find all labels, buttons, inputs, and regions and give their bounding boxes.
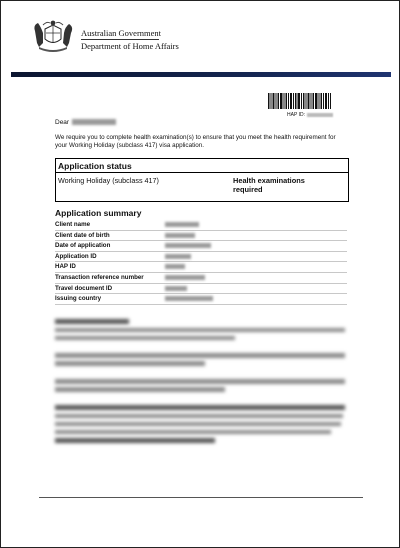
salutation [55, 119, 116, 126]
summary-row [55, 262, 347, 273]
branding-divider [81, 39, 159, 40]
summary-label: Transaction reference number [55, 273, 144, 281]
hap-id-redacted [307, 113, 333, 117]
redacted-paragraph [55, 379, 345, 395]
summary-row [55, 273, 347, 284]
hap-reference [287, 112, 333, 118]
barcode-icon [268, 93, 331, 109]
visa-type: Working Holiday (subclass 417) [58, 176, 159, 185]
application-status-box [55, 158, 349, 202]
redacted-value [165, 243, 211, 248]
redacted-paragraph [55, 405, 345, 446]
coat-of-arms-icon [31, 19, 75, 55]
intro-paragraph: We require you to complete health examination(s) to ensure that you meet the health requirement for your Working Holiday (subclass 417) visa application. [55, 134, 336, 150]
redacted-value [165, 296, 213, 301]
recipient-name-redacted [72, 119, 116, 125]
summary-label: HAP ID [55, 263, 76, 271]
redacted-paragraph [55, 353, 345, 369]
status-divider [56, 172, 348, 173]
summary-label: Client date of birth [55, 231, 110, 239]
summary-label: Date of application [55, 242, 111, 250]
redacted-value [165, 254, 191, 259]
footer-divider [39, 497, 363, 498]
redacted-value [165, 275, 205, 280]
government-name: Australian Government [81, 28, 162, 38]
brand-bar [11, 72, 391, 77]
summary-row [55, 231, 347, 242]
department-name: Department of Home Affairs [81, 41, 179, 51]
summary-row [55, 220, 347, 231]
redacted-paragraph [55, 319, 345, 344]
summary-row [55, 252, 347, 263]
salutation-text: Dear [55, 119, 70, 126]
redacted-value [165, 233, 195, 238]
summary-label: Application ID [55, 252, 97, 260]
summary-row [55, 294, 347, 305]
summary-table [55, 220, 347, 305]
summary-label: Travel document ID [55, 284, 113, 292]
redacted-value [165, 264, 185, 269]
summary-row [55, 284, 347, 295]
summary-label: Client name [55, 221, 91, 228]
status-result: Health examinations required [233, 176, 305, 194]
hap-label: HAP ID: [287, 112, 305, 118]
status-heading: Application status [58, 161, 132, 171]
summary-heading: Application summary [55, 208, 142, 218]
summary-row [55, 241, 347, 252]
summary-label: Issuing country [55, 295, 102, 303]
redacted-value [165, 222, 199, 227]
redacted-value [165, 286, 187, 291]
